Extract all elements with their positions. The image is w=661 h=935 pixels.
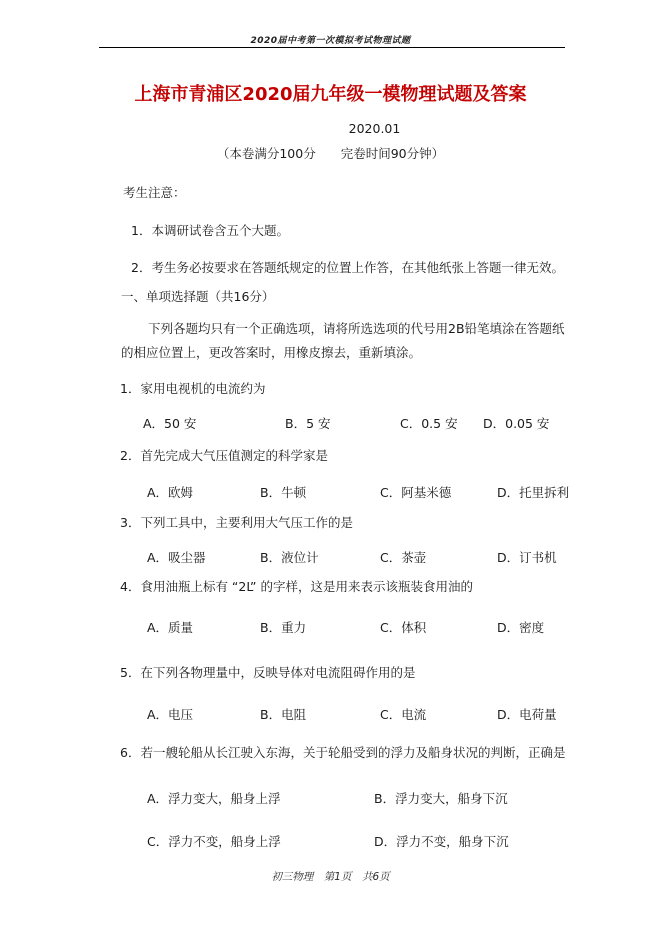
exam-info: （本卷满分100分 完卷时间90分钟）: [216, 146, 445, 161]
question-5-text: 5．在下列各物理量中，反映导体对电流阻碍作用的是: [120, 665, 416, 680]
exam-date: 2020.01: [348, 121, 401, 136]
question-3-option-a: A．吸尘器: [147, 550, 206, 565]
question-5-options: [123, 708, 557, 722]
question-3-text: 3．下列工具中，主要利用大气压工作的是: [120, 515, 353, 530]
question-5-option-a: A．电压: [147, 707, 194, 722]
notice-heading: 考生注意：: [123, 185, 186, 200]
question-2-option-a: A．欧姆: [147, 485, 194, 500]
question-6-option-a: A．浮力变大，船身上浮: [147, 791, 281, 806]
notice-item-1: 1．本调研试卷含五个大题。: [131, 223, 289, 238]
question-1-text: 1．家用电视机的电流约为: [120, 381, 266, 396]
question-2-option-b: B．牛顿: [260, 485, 307, 500]
question-1-option-c: C．0.5 安: [400, 416, 458, 431]
question-5-option-b: B．电阻: [260, 707, 307, 722]
question-4-text: 4．食用油瓶上标有 “2L” 的字样，这是用来表示该瓶装食用油的: [120, 579, 473, 594]
question-6-options-row-1: [123, 792, 508, 806]
section-title: 一、单项选择题（共16分）: [121, 289, 275, 304]
question-3-options: [123, 551, 557, 565]
question-3-option-d: D．订书机: [497, 550, 557, 565]
page-header-title: 2020届中考第一次模拟考试物理试题: [250, 36, 411, 46]
question-3-option-c: C．茶壶: [380, 550, 427, 565]
question-4-option-c: C．体积: [380, 620, 427, 635]
question-6-options-row-2: [123, 835, 509, 849]
question-6-option-c: C．浮力不变，船身上浮: [147, 834, 281, 849]
question-6-text: 6．若一艘轮船从长江驶入东海，关于轮船受到的浮力及船身状况的判断，正确是: [120, 745, 566, 760]
question-2-options: [123, 486, 569, 500]
header-divider: [99, 47, 565, 48]
notice-item-2: 2．考生务必按要求在答题纸规定的位置上作答，在其他纸张上答题一律无效。: [131, 260, 564, 275]
section-instruction-line-2: 的相应位置上，更改答案时，用橡皮擦去，重新填涂。: [121, 345, 422, 360]
question-2-option-c: C．阿基米德: [380, 485, 452, 500]
question-4-option-d: D．密度: [497, 620, 545, 635]
question-5-option-c: C．电流: [380, 707, 427, 722]
question-2-option-d: D．托里拆利: [497, 485, 570, 500]
section-instruction-line-1: 下列各题均只有一个正确选项，请将所选选项的代号用2B铅笔填涂在答题纸: [148, 321, 565, 336]
question-3-option-b: B．液位计: [260, 550, 319, 565]
page-footer: 初三物理 第1页 共6页: [271, 871, 390, 883]
question-6-option-b: B．浮力变大，船身下沉: [374, 791, 508, 806]
question-1-option-d: D．0.05 安: [483, 416, 550, 431]
question-4-option-b: B．重力: [260, 620, 307, 635]
question-1-option-a: A．50 安: [143, 416, 197, 431]
question-6-option-d: D．浮力不变，船身下沉: [374, 834, 509, 849]
question-4-options: [123, 621, 544, 635]
question-5-option-d: D．电荷量: [497, 707, 557, 722]
question-4-option-a: A．质量: [147, 620, 194, 635]
question-2-text: 2．首先完成大气压值测定的科学家是: [120, 448, 328, 463]
question-1-options: [123, 417, 549, 431]
question-1-option-b: B．5 安: [285, 416, 331, 431]
document-title: 上海市青浦区2020届九年级一模物理试题及答案: [134, 84, 527, 105]
